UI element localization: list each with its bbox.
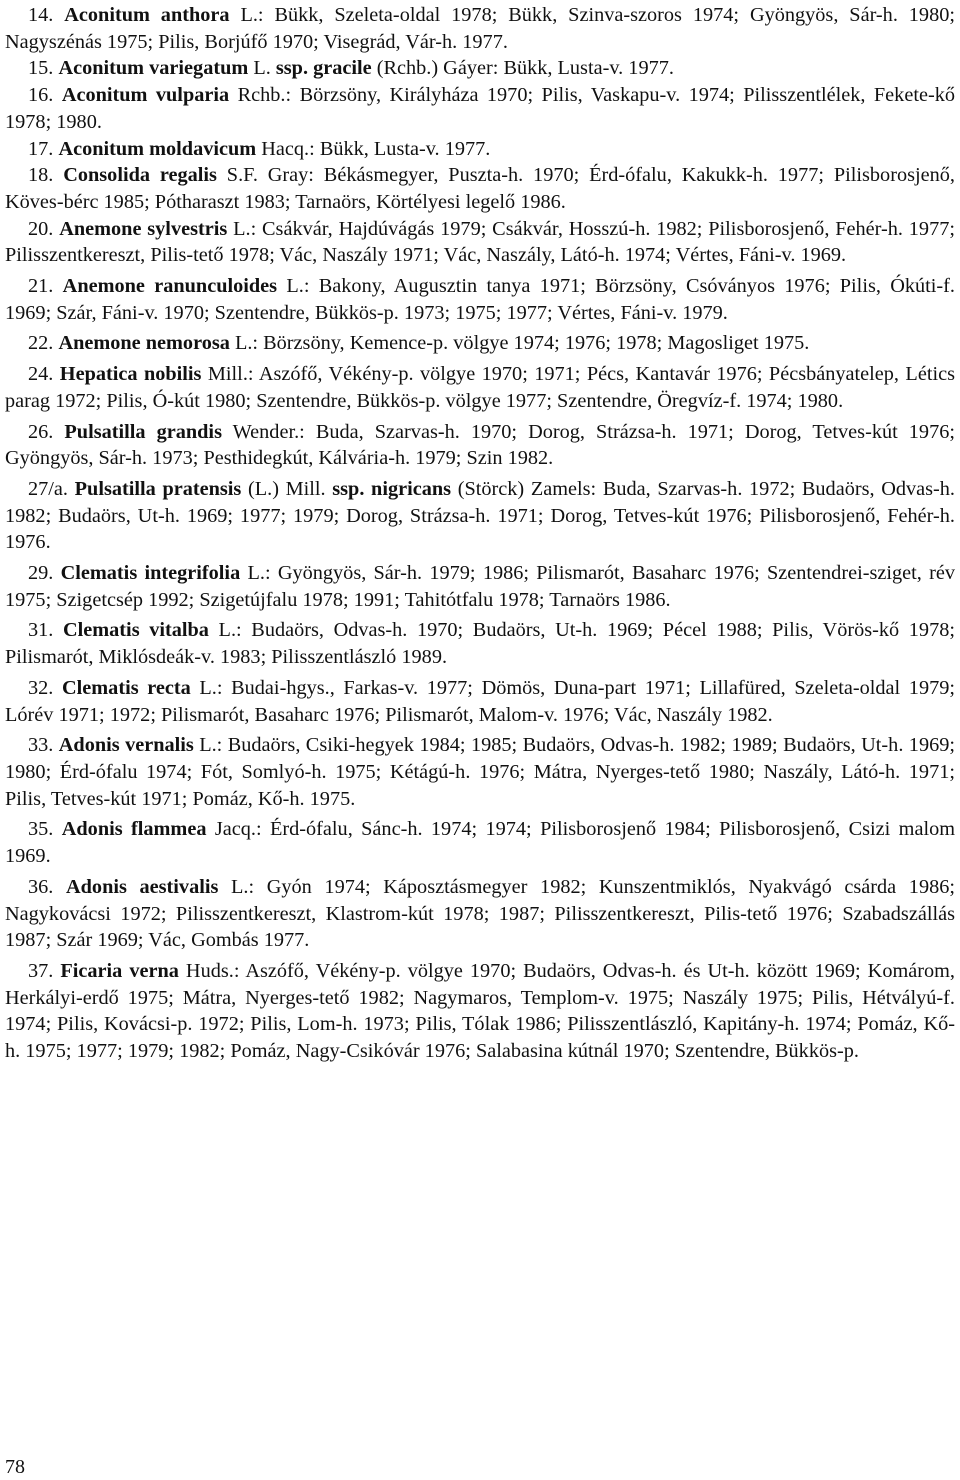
species-entry — [5, 419, 955, 472]
locality-text: : Börzsöny, Királyháza 1970; Pilis, Vaskapu-v. 1974; Pilisszentlélek, Fekete-kő 1978; 1980. — [5, 84, 955, 133]
species-name: Aconitum anthora — [64, 4, 230, 26]
species-name: Clematis integrifolia — [60, 562, 241, 585]
author-citation: Huds. — [178, 959, 234, 982]
species-name: Adonis aestivalis — [66, 875, 219, 898]
author-citation: Rchb. — [229, 84, 286, 107]
entry-number: 15. — [28, 57, 54, 80]
subspecies-name: ssp. gracile — [275, 57, 372, 80]
species-entry — [5, 732, 955, 812]
locality-text: : Aszófő, Vékény-p. völgye 1970; Budaörs, Odvas-h. és Ut-h. között 1969; Komárom, Herkályi-erdő 1975; Mátra, Nyerges-tető 1982; Nagymaros, Templom-v. 1975; Naszály 1975; Pilis, Hétvályú-f. 1974; Pilis, Kovácsi-p. 1972; Pilis, Lom-h. 1973; Pilis, Tólak 1986; Pilisszentlászló, Kapitány-h. 1974; Pomáz, Kő-h. 1975; 1977; 1979; 1982; Pomáz, Nagy-Csikóvár 1976; Salabasina kútnál 1970; Szentendre, Bükkös-p. — [5, 959, 955, 1063]
species-name: Adonis flammea — [61, 818, 207, 841]
species-entry — [5, 476, 955, 556]
species-name: Aconitum moldavicum — [58, 137, 257, 160]
locality-text: : Gyón 1974; Káposztásmegyer 1982; Kunszentmiklós, Nyakvágó csárda 1986; Nagykovácsi 1972; Pilisszentkereszt, Klastrom-kút 1978; 1987; Pilisszentkereszt, Pilis-tető 1976; Szabadszállás 1987; Szár 1969; Vác, Gombás 1977. — [5, 875, 956, 952]
species-name: Hepatica nobilis — [59, 363, 202, 386]
entry-number: 18. — [28, 164, 54, 187]
entry-number: 17. — [28, 137, 54, 160]
species-entry — [5, 330, 955, 357]
species-entry — [5, 136, 955, 163]
entry-number: 22. — [28, 332, 54, 355]
locality-text: : Érd-ófalu, Sánc-h. 1974; 1974; Pilisborosjenő 1984; Pilisborosjenő, Csizi malom 1969. — [5, 818, 955, 868]
species-entry — [5, 617, 955, 670]
entry-number: 37. — [28, 959, 54, 982]
species-name: Pulsatilla pratensis — [74, 477, 242, 500]
entry-number: 32. — [28, 676, 54, 699]
species-entry — [5, 816, 955, 869]
locality-text: : Bakony, Augusztin tanya 1971; Börzsöny, Csóványos 1976; Pilis, Ókúti-f. 1969; Szár, Fáni-v. 1970; Szentendre, Bükkös-p. 1973; 1975; 1977; Vértes, Fáni-v. 1979. — [5, 275, 955, 324]
locality-text: : Bükk, Lusta-v. 1977. — [492, 57, 674, 80]
species-entry — [5, 874, 955, 954]
species-entry — [5, 55, 955, 82]
author-citation: L. — [248, 57, 276, 80]
locality-text: : Csákvár, Hajdúvágás 1979; Csákvár, Hosszú-h. 1982; Pilisborosjenő, Fehér-h. 1977; Pilisszentkereszt, Pilis-tető 1978; Vác, Naszály 1971; Vác, Naszály, Látó-h. 1974; Vértes, Fáni-v. 1969. — [5, 217, 955, 267]
species-entry — [5, 216, 955, 269]
entry-number: 26. — [28, 420, 54, 443]
author-citation: L. — [227, 217, 251, 240]
locality-text: : Bükk, Szeleta-oldal 1978; Bükk, Szinva-szoros 1974; Gyöngyös, Sár-h. 1980; Nagyszénás 1975; Pilis, Borjúfő 1970; Visegrád, Vár-h. 1977. — [5, 4, 955, 53]
locality-text: : Buda, Szarvas-h. 1972; Budaörs, Odvas-h. 1982; Budaörs, Ut-h. 1969; 1977; 1979; Dorog, Strázsa-h. 1971; Dorog, Tetves-kút 1976; Pilisborosjenő, Fehér-h. 1976. — [5, 477, 955, 554]
species-name: Pulsatilla grandis — [64, 420, 222, 443]
entry-number: 27/a. — [28, 477, 68, 500]
species-entry — [5, 560, 955, 613]
species-entry — [5, 82, 955, 135]
page-number: 78 — [5, 1456, 25, 1478]
locality-text: : Gyöngyös, Sár-h. 1979; 1986; Pilismarót, Basaharc 1976; Szentendrei-sziget, rév 1975; Szigetcsép 1992; Szigetújfalu 1978; 1991; Tahitótfalu 1978; Tarnaörs 1986. — [5, 562, 955, 611]
species-name: Anemone nemorosa — [58, 332, 230, 355]
author-citation: Hacq. — [256, 137, 310, 160]
author-citation: S.F. Gray — [216, 164, 309, 187]
locality-text: : Bükk, Lusta-v. 1977. — [309, 137, 491, 160]
species-name: Adonis vernalis — [58, 734, 194, 757]
entry-number: 14. — [28, 4, 54, 26]
entry-number: 21. — [28, 275, 54, 298]
locality-text: : Buda, Szarvas-h. 1970; Dorog, Strázsa-h. 1971; Dorog, Tetves-kút 1976; Gyöngyös, Sár-h. 1973; Pesthidegkút, Kálvária-h. 1979; Szin 1982. — [5, 420, 955, 470]
author-citation: L. — [229, 4, 258, 26]
species-name: Clematis vitalba — [62, 619, 209, 642]
locality-text: : Békásmegyer, Puszta-h. 1970; Érd-ófalu, Kakukk-h. 1977; Pilisborosjenő, Köves-bérc 1985; Pótharaszt 1983; Tarnaörs, Körtélyesi legelő 1986. — [5, 164, 955, 213]
locality-text: : Budaörs, Odvas-h. 1970; Budaörs, Ut-h. 1969; Pécel 1988; Pilis, Vörös-kő 1978; Pilismarót, Miklósdeák-v. 1983; Pilisszentlászló 1989. — [5, 619, 955, 669]
locality-text: : Budai-hgys., Farkas-v. 1977; Dömös, Duna-part 1971; Lillafüred, Szeleta-oldal 1979; Lórév 1971; 1972; Pilismarót, Basaharc 1976; Pilismarót, Malom-v. 1976; Vác, Naszály 1982. — [5, 676, 956, 726]
subspecies-name: ssp. nigricans — [332, 477, 452, 500]
author-citation: (L.) Mill. — [241, 477, 333, 500]
species-entry — [5, 958, 955, 1065]
entry-number: 31. — [28, 619, 54, 642]
species-name: Anemone sylvestris — [59, 217, 228, 240]
author-citation: L. — [193, 734, 217, 757]
author-citation: Jacq. — [206, 818, 256, 841]
entry-number: 20. — [28, 217, 54, 240]
entry-number: 35. — [28, 818, 54, 841]
locality-text: : Aszófő, Vékény-p. völgye 1970; 1971; Pécs, Kantavár 1976; Pécsbányatelep, Létics parag 1972; Pilis, Ó-kút 1980; Szentendre, Bükkös-p. völgye 1977; Szentendre, Öregvíz-f. 1974; 1980. — [5, 363, 955, 412]
author-citation: Mill. — [201, 363, 248, 386]
subspecies-author: (Störck) Zamels — [451, 477, 591, 500]
species-entry — [5, 2, 955, 55]
species-name: Aconitum vulparia — [61, 84, 230, 107]
subspecies-author: (Rchb.) Gáyer — [371, 57, 493, 80]
locality-text: : Börzsöny, Kemence-p. völgye 1974; 1976; 1978; Magosliget 1975. — [252, 332, 810, 355]
author-citation: L. — [277, 275, 304, 298]
document-page — [5, 2, 955, 1069]
entry-number: 29. — [28, 562, 54, 585]
species-entry — [5, 361, 955, 414]
author-citation: L. — [240, 562, 265, 585]
species-entry — [5, 273, 955, 326]
species-name: Ficaria verna — [60, 959, 179, 982]
entry-number: 16. — [28, 84, 54, 107]
species-entry — [5, 162, 955, 215]
locality-text: : Budaörs, Csiki-hegyek 1984; 1985; Budaörs, Odvas-h. 1982; 1989; Budaörs, Ut-h. 1969; 1980; Érd-ófalu 1974; Fót, Somlyó-h. 1975; Kétágú-h. 1976; Mátra, Nyerges-tető 1980; Naszály, Látó-h. 1971; Pilis, Tetves-kút 1971; Pomáz, Kő-h. 1975. — [5, 734, 955, 810]
author-citation: Wender. — [221, 420, 300, 443]
species-entry — [5, 675, 955, 728]
author-citation: L. — [208, 619, 237, 642]
entry-number: 24. — [28, 363, 54, 386]
author-citation: L. — [190, 676, 217, 699]
entry-number: 33. — [28, 734, 54, 757]
species-name: Aconitum variegatum — [58, 57, 249, 80]
author-citation: L. — [218, 875, 249, 898]
entry-number: 36. — [28, 875, 54, 898]
species-name: Clematis recta — [62, 676, 191, 699]
species-name: Consolida regalis — [63, 164, 217, 187]
author-citation: L. — [229, 332, 253, 355]
species-name: Anemone ranunculoides — [62, 275, 278, 298]
